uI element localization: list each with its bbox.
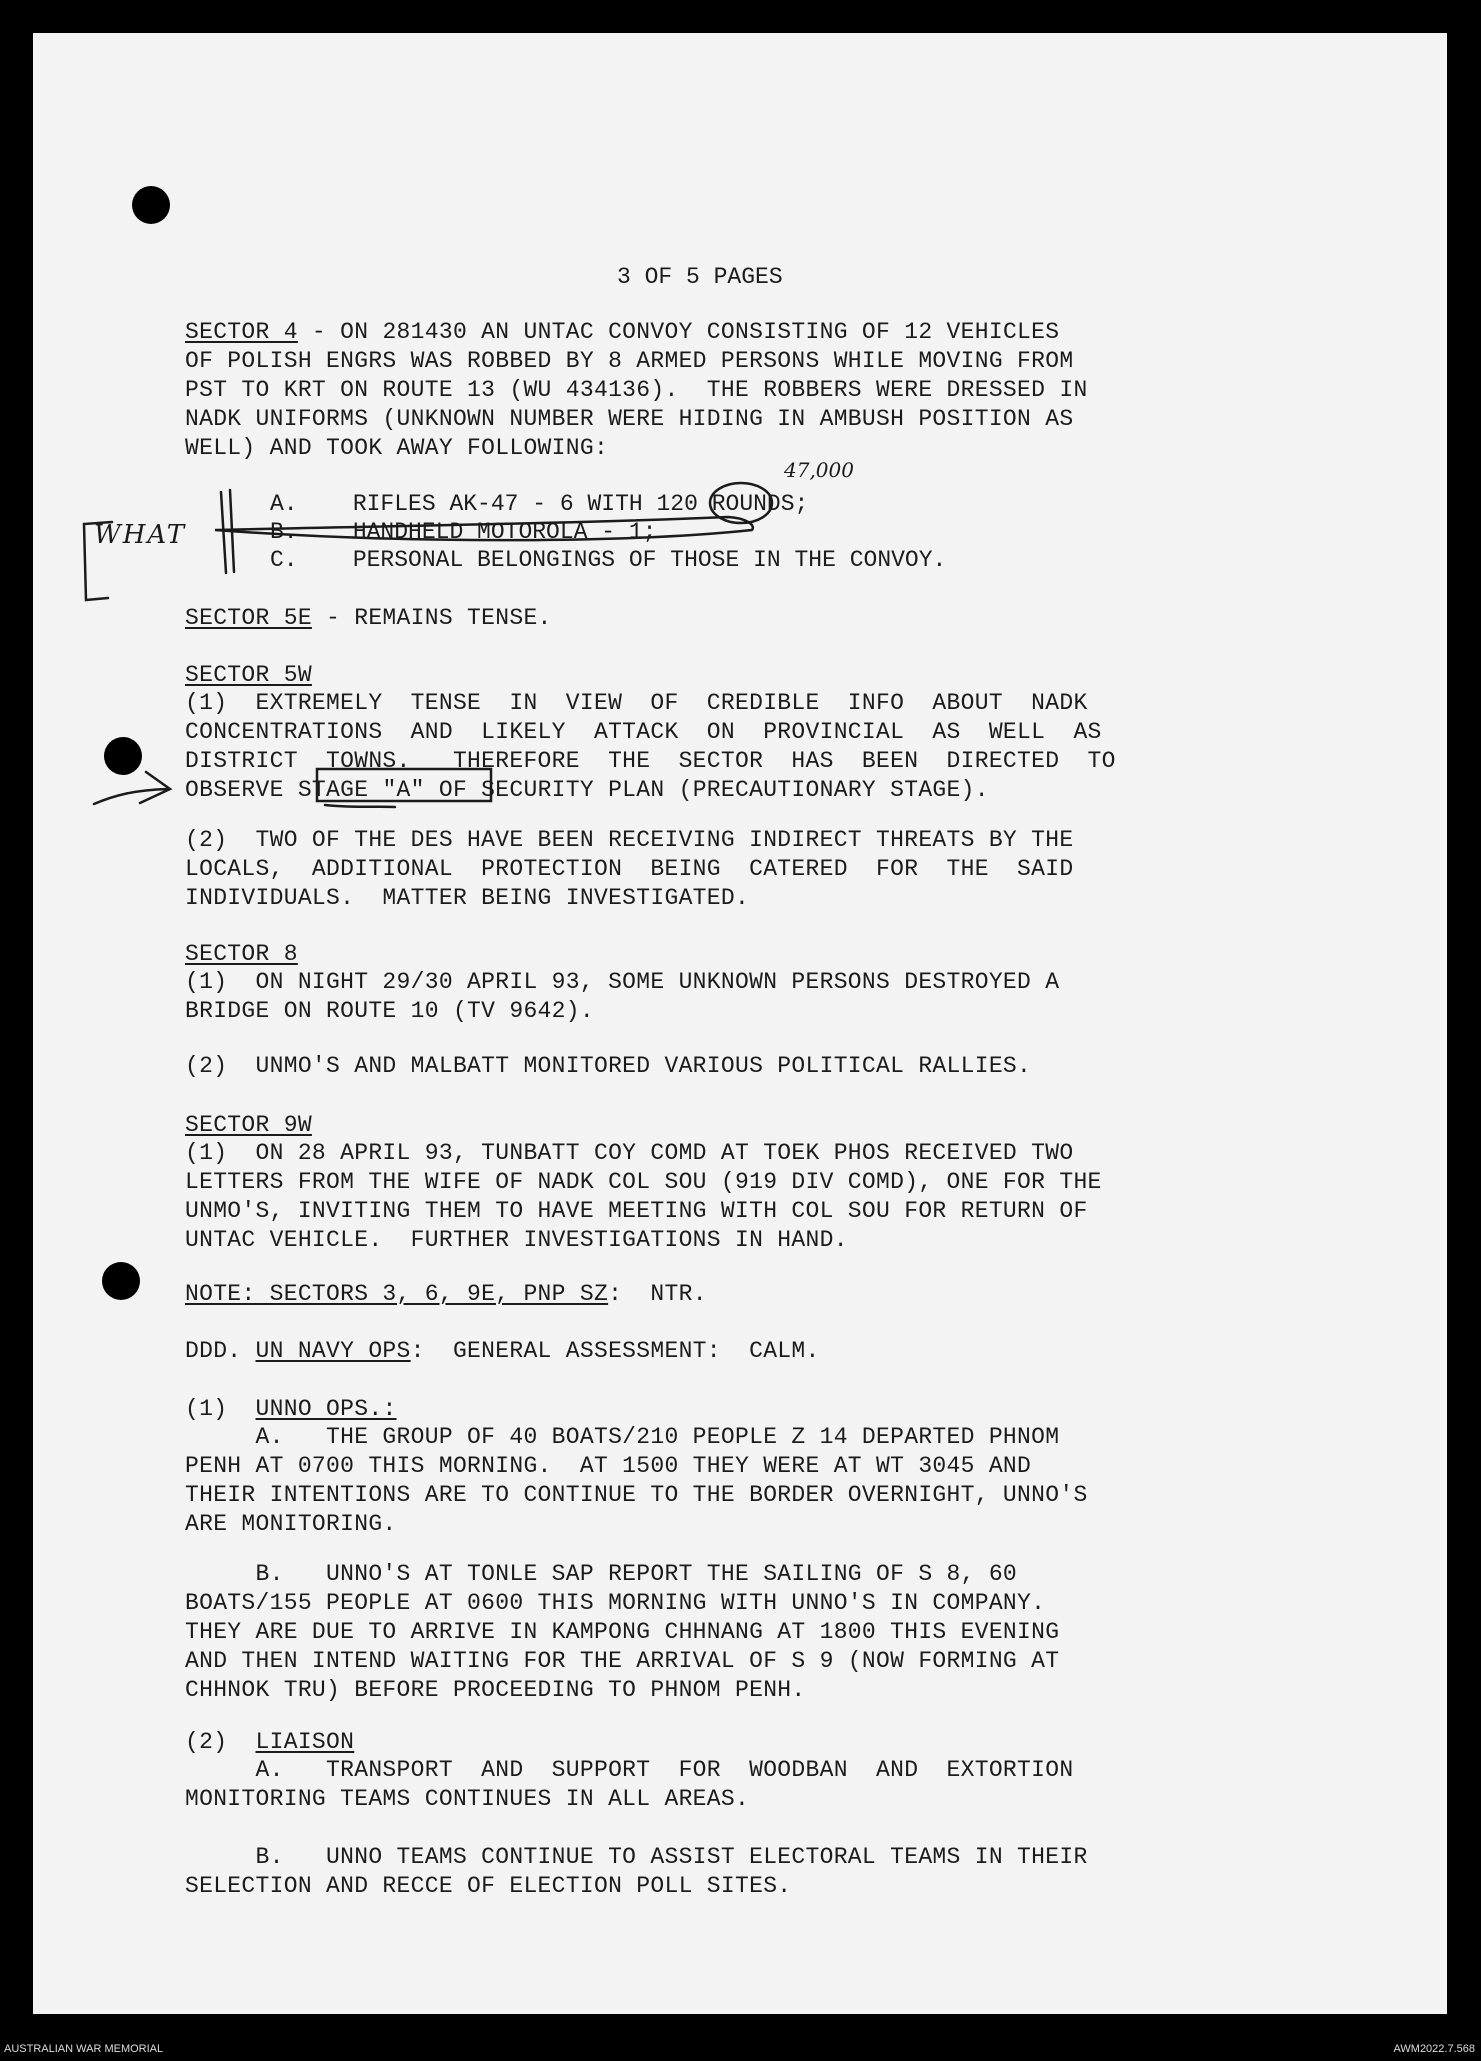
sector9w-heading-line: [185, 1111, 1270, 1140]
sector5w-p1-lines: (1) EXTREMELY TENSE IN VIEW OF CREDIBLE INFO ABOUT NADK CONCENTRATIONS AND LIKELY ATTACK ON PROVINCIAL AS WELL AS DISTRICT TOWNS. THEREFORE THE SECTOR HAS BEEN DIRECTED TO: [185, 690, 1116, 774]
liaison-a: A. TRANSPORT AND SUPPORT FOR WOODBAN AND EXTORTION MONITORING TEAMS CONTINUES IN ALL AREAS.: [185, 1757, 1074, 1812]
handwritten-amount: 47,000: [784, 458, 854, 482]
navy-value: : GENERAL ASSESSMENT: CALM.: [410, 1338, 820, 1364]
sector5w-p1-pre: OBSERVE: [185, 777, 298, 803]
unno-ops-heading: UNNO OPS.: [255, 1396, 383, 1422]
item-c-text: PERSONAL BELONGINGS OF THOSE IN THE CONVOY.: [352, 547, 947, 573]
sector4-item-a: [270, 490, 808, 519]
sector8-p2: (2) UNMO'S AND MALBATT MONITORED VARIOUS POLITICAL RALLIES.: [185, 1053, 1032, 1079]
note-line: [185, 1280, 1270, 1309]
sector8-heading: SECTOR 8: [185, 941, 298, 967]
handwritten-margin-note: WHAT: [94, 520, 187, 550]
sector4-item-b: [270, 518, 656, 547]
sector5e-heading: SECTOR 5E: [185, 605, 312, 631]
sector9w-p1: (1) ON 28 APRIL 93, TUNBATT COY COMD AT TOEK PHOS RECEIVED TWO LETTERS FROM THE WIFE OF NADK COL SOU (919 DIV COMD), ONE FOR THE UNMO'S, INVITING THEM TO HAVE MEETING WITH COL SOU FOR RETURN OF UNTAC VEHICLE. FURTHER INVESTIGATIONS IN HAND.: [185, 1140, 1102, 1253]
liaison-b: B. UNNO TEAMS CONTINUE TO ASSIST ELECTORAL TEAMS IN THEIR SELECTION AND RECCE OF ELECTION POLL SITES.: [185, 1844, 1088, 1899]
sector4-paragraph: [185, 318, 1270, 463]
page-count: 3 OF 5 PAGES: [617, 264, 783, 290]
liaison-heading: LIAISON: [255, 1729, 355, 1755]
sector4-body: - ON 281430 AN UNTAC CONVOY CONSISTING OF 12 VEHICLES OF POLISH ENGRS WAS ROBBED BY 8 ARMED PERSONS WHILE MOVING FROM PST TO KRT ON ROUTE 13 (WU 434136). THE ROBBERS WERE DRESSED IN NADK UNIFORMS (UNKNOWN NUMBER WERE HIDING IN AMBUSH POSITION AS WELL) AND TOOK AWAY FOLLOWING:: [185, 319, 1088, 461]
unno-ops-colon: :: [382, 1396, 397, 1422]
footer-left: AUSTRALIAN WAR MEMORIAL: [4, 2043, 164, 2055]
circled-rounds: 120: [656, 491, 698, 517]
note-value: : NTR.: [608, 1281, 707, 1307]
sector8-heading-line: [185, 940, 1270, 969]
punch-hole-top: [132, 186, 170, 224]
note-label: NOTE: SECTORS 3, 6, 9E, PNP SZ: [185, 1281, 609, 1307]
item-marker: C.: [270, 547, 298, 573]
navy-line: [185, 1337, 1270, 1366]
sector5w-heading-line: [185, 661, 1270, 690]
footer-right: AWM2022.7.568: [1393, 2043, 1475, 2055]
unno-ops-a: A. THE GROUP OF 40 BOATS/210 PEOPLE Z 14 DEPARTED PHNOM PENH AT 0700 THIS MORNING. AT 1500 THEY WERE AT WT 3045 AND THEIR INTENTIONS ARE TO CONTINUE TO THE BORDER OVERNIGHT, UNNO'S ARE MONITORING.: [185, 1424, 1088, 1537]
unno-ops-heading-line: [185, 1395, 1270, 1424]
sector5w-p1-post: OF SECURITY PLAN (PRECAUTIONARY STAGE).: [424, 777, 989, 803]
boxed-stage: STAGE "A": [297, 777, 425, 803]
item-b-text: HANDHELD MOTOROLA - 1;: [352, 519, 657, 545]
item-marker: B.: [270, 519, 298, 545]
sector5w-p2: (2) TWO OF THE DES HAVE BEEN RECEIVING INDIRECT THREATS BY THE LOCALS, ADDITIONAL PROTECTION BEING CATERED FOR THE SAID INDIVIDUALS. MATTER BEING INVESTIGATED.: [185, 827, 1074, 911]
sector5w-heading: SECTOR 5W: [185, 662, 312, 688]
liaison-heading-line: [185, 1728, 1270, 1757]
sector8-p1: (1) ON NIGHT 29/30 APRIL 93, SOME UNKNOWN PERSONS DESTROYED A BRIDGE ON ROUTE 10 (TV 9642).: [185, 969, 1060, 1024]
sector4-heading: SECTOR 4: [185, 319, 298, 345]
unno-ops-num: (1): [185, 1396, 256, 1422]
punch-hole-bottom: [102, 1262, 140, 1300]
footer: [0, 2037, 1481, 2061]
liaison-num: (2): [185, 1729, 256, 1755]
item-marker: A.: [270, 491, 298, 517]
sector9w-heading: SECTOR 9W: [185, 1112, 312, 1138]
sector5e-paragraph: [185, 604, 1270, 633]
sector5e-body: - REMAINS TENSE.: [311, 605, 552, 631]
navy-heading: UN NAVY OPS: [255, 1338, 411, 1364]
item-a-text: RIFLES AK-47 - 6 WITH: [352, 491, 657, 517]
punch-hole-middle: [104, 737, 142, 775]
sector4-item-c: [270, 546, 946, 575]
navy-prefix: DDD.: [185, 1338, 256, 1364]
unno-ops-b: B. UNNO'S AT TONLE SAP REPORT THE SAILING OF S 8, 60 BOATS/155 PEOPLE AT 0600 THIS MORNING WITH UNNO'S IN COMPANY. THEY ARE DUE TO ARRIVE IN KAMPONG CHHNANG AT 1800 THIS EVENING AND THEN INTEND WAITING FOR THE ARRIVAL OF S 9 (NOW FORMING AT CHHNOK TRU) BEFORE PROCEEDING TO PHNOM PENH.: [185, 1561, 1060, 1703]
sector5w-p1: [185, 689, 1270, 805]
item-a-text-end: ROUNDS;: [697, 491, 809, 517]
